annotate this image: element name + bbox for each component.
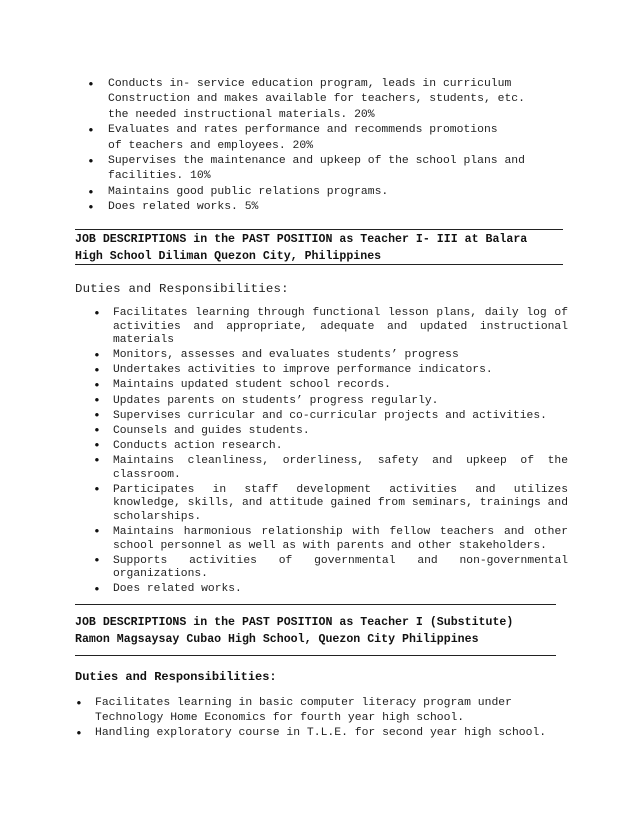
list-item-line: facilities. 10% <box>108 170 211 183</box>
list-item: • Facilitates learning through functional lesson plans, daily log of activities and appropriate, adequate and updated instructional materials <box>93 307 568 348</box>
section-divider <box>75 264 563 265</box>
list-item-line: Technology Home Economics for fourth year high school. <box>95 712 465 724</box>
list-item-line: • Evaluates and rates performance and recommends promotions <box>108 124 498 137</box>
list-item-line: of teachers and employees. 20% <box>108 139 314 152</box>
duties-label: Duties and Responsibilities: <box>75 670 277 684</box>
list-item-line: • Facilitates learning in basic computer literacy program under <box>95 697 512 709</box>
list-item-line: • Maintains good public relations programs. <box>108 185 389 198</box>
list-item: • Participates in staff development activities and utilizes knowledge, skills, and attitude gained from seminars, trainings and scholarships. <box>93 484 568 525</box>
list-item-line: Construction and makes available for teachers, students, etc. <box>108 93 525 106</box>
section-heading <box>75 614 513 648</box>
list-item <box>87 154 557 185</box>
list-item: • Updates parents on students’ progress regularly. <box>93 395 568 409</box>
section-divider <box>75 655 556 656</box>
duties-label: Duties and Responsibilities: <box>75 282 289 296</box>
list-item: • Maintains cleanliness, orderliness, safety and upkeep of the classroom. <box>93 455 568 482</box>
list-item <box>87 200 557 215</box>
list-item <box>87 185 557 200</box>
list-item <box>87 123 557 154</box>
heading-line: JOB DESCRIPTIONS in the PAST POSITION as Teacher I (Substitute) <box>75 616 514 629</box>
list-item: • Supervises curricular and co-curricular projects and activities. <box>93 410 568 424</box>
substitute-duties-list <box>75 696 575 741</box>
list-item <box>75 696 575 726</box>
section-heading <box>75 231 527 265</box>
list-item: • Maintains harmonious relationship with fellow teachers and other school personnel as well as with parents and other stakeholders. <box>93 526 568 553</box>
section-divider <box>75 604 556 605</box>
list-item-line: the needed instructional materials. 20% <box>108 108 375 121</box>
list-item <box>75 726 575 741</box>
list-item-line: • Supervises the maintenance and upkeep of the school plans and <box>108 155 525 168</box>
list-item: • Does related works. <box>93 583 568 597</box>
section-divider <box>75 229 563 230</box>
top-duties-list <box>87 77 557 216</box>
list-item-line: • Conducts in- service education program, leads in curriculum <box>108 78 512 90</box>
list-item: • Undertakes activities to improve performance indicators. <box>93 364 568 378</box>
list-item: • Conducts action research. <box>93 440 568 454</box>
list-item <box>87 77 557 123</box>
list-item-line: • Handling exploratory course in T.L.E. for second year high school. <box>95 727 547 739</box>
teacher-duties-list <box>93 307 568 597</box>
list-item: • Supports activities of governmental and non-governmental organizations. <box>93 555 568 582</box>
heading-line: Ramon Magsaysay Cubao High School, Quezon City Philippines <box>75 633 479 646</box>
list-item: • Counsels and guides students. <box>93 425 568 439</box>
list-item: • Maintains updated student school records. <box>93 379 568 393</box>
list-item-line: • Does related works. 5% <box>108 201 259 214</box>
heading-line: High School Diliman Quezon City, Philippines <box>75 250 382 263</box>
list-item: • Monitors, assesses and evaluates students’ progress <box>93 349 568 363</box>
heading-line: JOB DESCRIPTIONS in the PAST POSITION as Teacher I- III at Balara <box>75 233 528 246</box>
